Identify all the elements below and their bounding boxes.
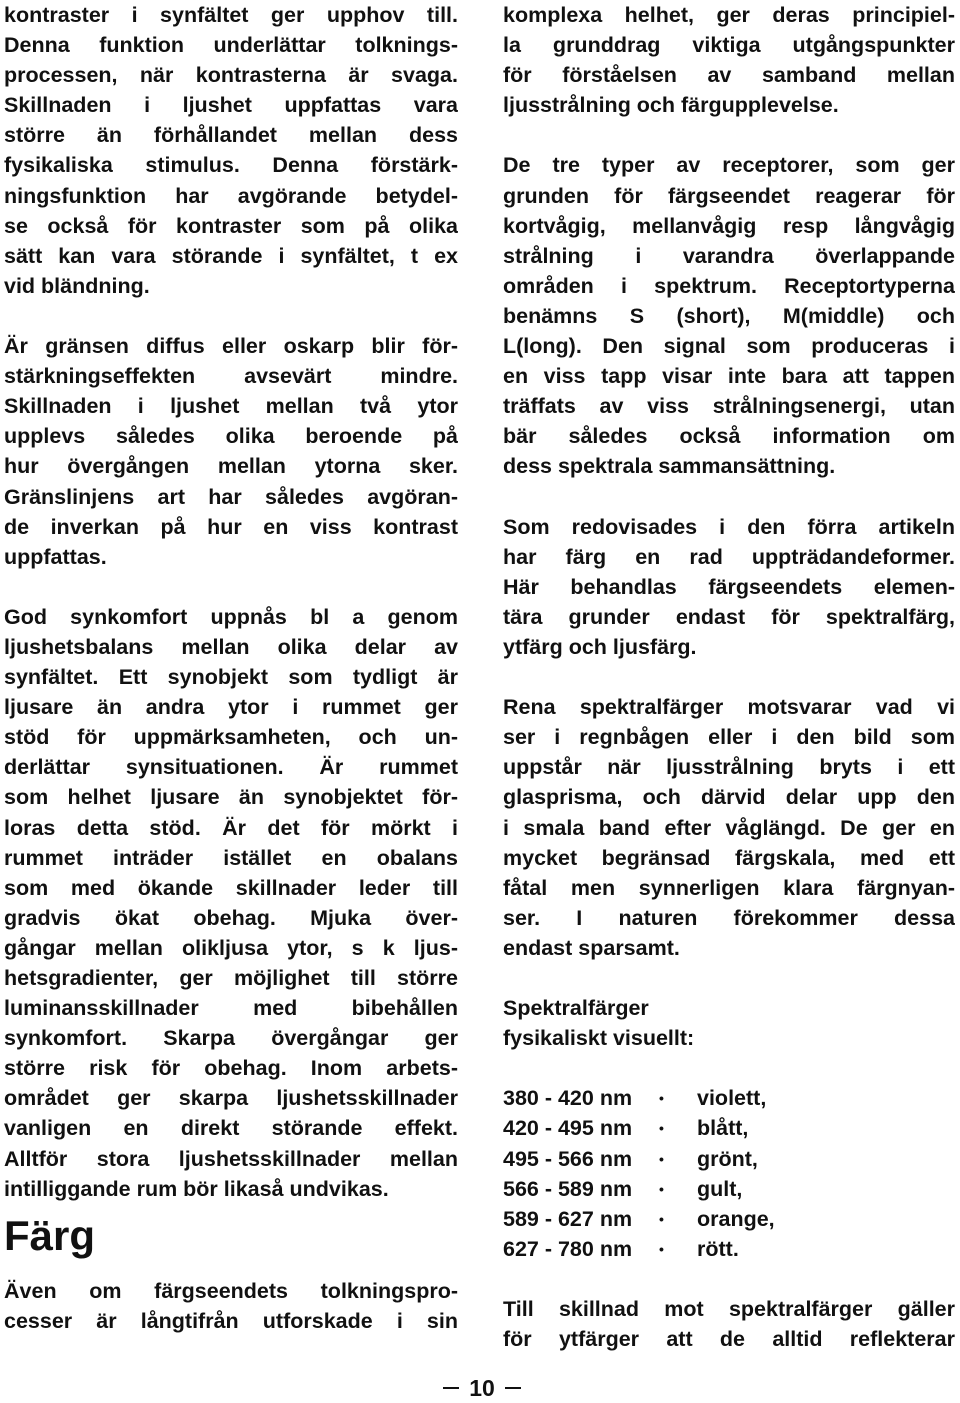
text-line: Även om färgseendets tolkningspro- (4, 1278, 458, 1303)
wavelength-range: 420 - 495 nm (503, 1116, 633, 1141)
spectrum-title (503, 993, 955, 1053)
paragraph-color-intro (4, 1276, 458, 1336)
text-line: som helhet ljusare än synobjektet för- (4, 785, 458, 810)
spectrum-table (503, 1083, 955, 1264)
text-line: se också för kontraster som på olika (4, 213, 458, 238)
spectrum-row (503, 1234, 955, 1264)
text-line: fåtal men synnerligen klara färgnyan- (503, 875, 955, 900)
bullet-icon: • (659, 1090, 664, 1107)
text-line: träffats av viss strålningsenergi, utan (503, 394, 955, 419)
text-line: komplexa helhet, ger deras principiel- (503, 3, 955, 27)
text-line: kontraster i synfältet ger upphov till. (4, 3, 458, 27)
text-line: ser i regnbågen eller i den bild som (503, 725, 955, 750)
color-name: gult, (697, 1176, 743, 1201)
text-line: Rena spektralfärger motsvarar vad vi (503, 695, 955, 720)
text-line: stöd för uppmärksamheten, och un- (4, 725, 458, 750)
text-line: endast sparsamt. (503, 935, 680, 960)
color-name: orange, (697, 1206, 775, 1231)
paragraph-complex (503, 0, 955, 120)
text-line: gradvis ökat obehag. Mjuka över- (4, 905, 458, 930)
text-line: gångar mellan olikljusa ytor, s k ljus- (4, 935, 458, 960)
paragraph-spectral (503, 692, 955, 963)
text-line: la grunddrag viktiga utgångspunkter (503, 33, 955, 58)
text-line: L(long). Den signal som produceras i (503, 334, 955, 359)
text-line: som med ökande skillnader leder till (4, 875, 458, 900)
spectrum-row (503, 1144, 955, 1174)
text-line: för ytfärger att de alltid reflekterar (503, 1327, 955, 1352)
text-line: bär således också information om (503, 424, 955, 449)
text-line: uppstår när ljusstrålning bryts i ett (503, 755, 955, 780)
spectrum-row (503, 1204, 955, 1234)
text-line: Skillnaden i ljushet uppfattas vara (4, 93, 458, 118)
page-number: 10 (469, 1374, 495, 1401)
text-line: glasprisma, och därvid delar upp den (503, 785, 955, 810)
paragraph-receptors (503, 150, 955, 481)
text-line: uppfattas. (4, 544, 107, 569)
text-line: fysikaliska stimulus. Denna förstärk- (4, 153, 458, 178)
text-line: Spektralfärger (503, 996, 649, 1021)
text-line: vanligen en direkt störande effekt. (4, 1116, 458, 1141)
text-line: benämns S (short), M(middle) och (503, 303, 955, 328)
text-line: stärkningseffekten avsevärt mindre. (4, 364, 458, 389)
text-line: loras detta stöd. Är det för mörkt i (4, 815, 458, 840)
text-line: ser. I naturen förekommer dessa (503, 905, 955, 930)
text-line: ytfärg och ljusfärg. (503, 634, 697, 659)
text-line: hur övergången mellan ytorna sker. (4, 454, 458, 479)
text-line: Skillnaden i ljushet mellan två ytor (4, 394, 458, 419)
text-line: kortvågig, mellanvågig resp långvågig (503, 213, 955, 238)
text-line: större än förhållandet mellan dess (4, 123, 458, 148)
text-line: grunden för färgseendet reagerar för (503, 183, 955, 208)
left-column (4, 0, 458, 1336)
text-line: Som redovisades i den förra artikeln (503, 514, 955, 539)
page-footer (440, 1373, 524, 1403)
paragraph-contrast (4, 0, 458, 301)
text-line: intilliggande rum bör likaså undvikas. (4, 1176, 389, 1201)
paragraph-appearance-modes (503, 512, 955, 662)
color-name: rött. (697, 1236, 739, 1261)
text-line: dess spektrala sammansättning. (503, 454, 836, 479)
text-line: en viss tapp visar inte bara att tappen (503, 364, 955, 389)
text-line: större risk för obehag. Inom arbets- (4, 1056, 458, 1081)
text-line: Till skillnad mot spektralfärger gäller (503, 1297, 955, 1322)
text-line: mycket begränsad färgskala, med ett (503, 845, 955, 870)
text-line: Här behandlas färgseendets elemen- (503, 574, 955, 599)
text-line: luminansskillnader med bibehållen (4, 996, 458, 1021)
text-line: vid bländning. (4, 273, 150, 298)
bullet-icon: • (659, 1120, 664, 1137)
text-line: rummet inträder istället en obalans (4, 845, 458, 870)
wavelength-range: 627 - 780 nm (503, 1236, 633, 1261)
text-line: De tre typer av receptorer, som ger (503, 153, 955, 178)
text-line: området ger skarpa ljushetsskillnader (4, 1086, 458, 1111)
text-line: derlättar synsituationen. Är rummet (4, 755, 458, 780)
text-line: synfältet. Ett synobjekt som tydligt är (4, 665, 458, 690)
text-line: i smala band efter våglängd. De ger en (503, 815, 955, 840)
text-line: för förståelsen av samband mellan (503, 63, 955, 88)
text-line: ljushetsbalans mellan olika delar av (4, 634, 458, 659)
text-line: områden i spektrum. Receptortyperna (503, 273, 955, 298)
text-line: strålning i varandra överlappande (503, 243, 955, 268)
text-line: synkomfort. Skarpa övergångar ger (4, 1026, 458, 1051)
color-name: blått, (697, 1116, 749, 1141)
text-line: Är gränsen diffus eller oskarp blir för- (4, 334, 458, 359)
text-line: Denna funktion underlättar tolknings- (4, 33, 458, 58)
text-line: cesser är långtifrån utforskade i sin (4, 1308, 458, 1333)
text-line: de inverkan på hur en viss kontrast (4, 514, 458, 539)
text-line: fysikaliskt visuellt: (503, 1026, 695, 1051)
section-heading: Färg (4, 1211, 96, 1259)
text-line: tära grunder endast för spektralfärg, (503, 604, 955, 629)
text-line: upplevs således olika beroende på (4, 424, 458, 449)
color-name: grönt, (697, 1146, 758, 1171)
bullet-icon: • (659, 1210, 664, 1227)
right-column (503, 0, 955, 1354)
paragraph-comfort (4, 602, 458, 1204)
text-line: sätt kan vara störande i synfältet, t ex (4, 243, 458, 268)
text-line: ningsfunktion har avgörande betydel- (4, 183, 458, 208)
dash-right (505, 1387, 521, 1389)
bullet-icon: • (659, 1240, 664, 1257)
wavelength-range: 380 - 420 nm (503, 1086, 633, 1111)
spectrum-row (503, 1083, 955, 1113)
text-line: har färg en rad uppträdandeformer. (503, 544, 955, 569)
text-line: processen, när kontrasterna är svaga. (4, 63, 458, 88)
text-line: hetsgradienter, ger möjlighet till större (4, 966, 458, 990)
spectrum-row (503, 1174, 955, 1204)
wavelength-range: 495 - 566 nm (503, 1146, 633, 1171)
text-line: ljusstrålning och färgupplevelse. (503, 93, 839, 118)
text-line: Gränslinjens art har således avgöran- (4, 484, 458, 509)
color-name: violett, (697, 1086, 767, 1111)
wavelength-range: 589 - 627 nm (503, 1206, 633, 1231)
spectrum-row (503, 1113, 955, 1143)
text-line: ljusare än andra ytor i rummet ger (4, 695, 458, 720)
text-line: Alltför stora ljushetsskillnader mellan (4, 1146, 458, 1171)
dash-left (443, 1387, 459, 1389)
wavelength-range: 566 - 589 nm (503, 1176, 633, 1201)
paragraph-surface-colors (503, 1294, 955, 1354)
text-line: God synkomfort uppnås bl a genom (4, 604, 458, 629)
bullet-icon: • (659, 1150, 664, 1167)
paragraph-border (4, 331, 458, 572)
bullet-icon: • (659, 1180, 664, 1197)
